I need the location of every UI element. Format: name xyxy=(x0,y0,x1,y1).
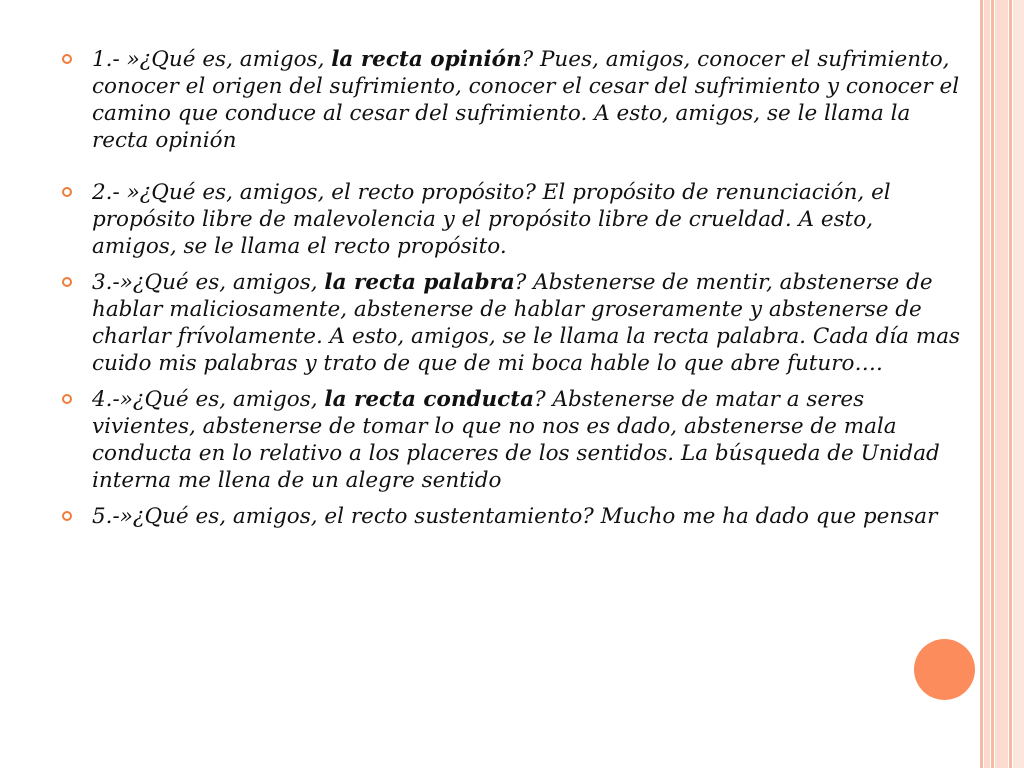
item-emphasis: la recta palabra xyxy=(324,270,515,295)
decorative-stripe xyxy=(995,0,1008,768)
item-text: 5.-»¿Qué es, amigos, el recto sustentamiento? Mucho me ha dado que pensar xyxy=(92,504,938,529)
item-text: ? Abstenerse de mentir, abstenerse de hablar maliciosamente, abstenerse de hablar groseramente y abstenerse de charlar frívolamente. A esto, amigos, se le llama la recta palabra. Cada día mas cuido mis palabras y trato de que de mi boca hable lo que abre futuro…. xyxy=(92,270,961,376)
list-item xyxy=(62,269,962,377)
item-text: 2.- »¿Qué es, amigos, el recto propósito? El propósito de renunciación, el propósito libre de malevolencia y el propósito libre de crueldad. A esto, amigos, se le llama el recto propósito. xyxy=(92,180,891,259)
bullet-circle-icon xyxy=(62,54,72,64)
bullet-circle-icon xyxy=(62,511,72,521)
bullet-circle-icon xyxy=(62,394,72,404)
item-text: 1.- »¿Qué es, amigos, xyxy=(92,47,332,72)
item-text: ? Pues, amigos, conocer el sufrimiento, conocer el origen del sufrimiento, conocer el cesar del sufrimiento y conocer el camino que conduce al cesar del sufrimiento. A esto, amigos, se le llama la recta opinión xyxy=(92,47,960,153)
decorative-stripe xyxy=(1009,0,1012,768)
bullet-circle-icon xyxy=(62,277,72,287)
decorative-circle xyxy=(914,639,975,700)
item-text: ? Abstenerse de matar a seres vivientes, abstenerse de tomar lo que no nos es dado, abstenerse de mala conducta en lo relativo a los placeres de los sentidos. La búsqueda de Unidad interna me llena de un alegre sentido xyxy=(92,387,940,493)
item-text: 3.-»¿Qué es, amigos, xyxy=(92,270,325,295)
item-emphasis: la recta opinión xyxy=(331,47,522,72)
decorative-stripe xyxy=(980,0,983,768)
item-emphasis: la recta conducta xyxy=(324,387,535,412)
bullet-circle-icon xyxy=(62,187,72,197)
list-item xyxy=(62,179,962,260)
list-item xyxy=(62,386,962,494)
slide-body xyxy=(62,46,962,530)
decorative-stripe xyxy=(984,0,990,768)
decorative-stripe xyxy=(991,0,994,768)
item-text: 4.-»¿Qué es, amigos, xyxy=(92,387,325,412)
list-item xyxy=(62,46,962,154)
decorative-stripe xyxy=(1013,0,1024,768)
bullet-list xyxy=(62,46,962,530)
list-item xyxy=(62,503,962,530)
